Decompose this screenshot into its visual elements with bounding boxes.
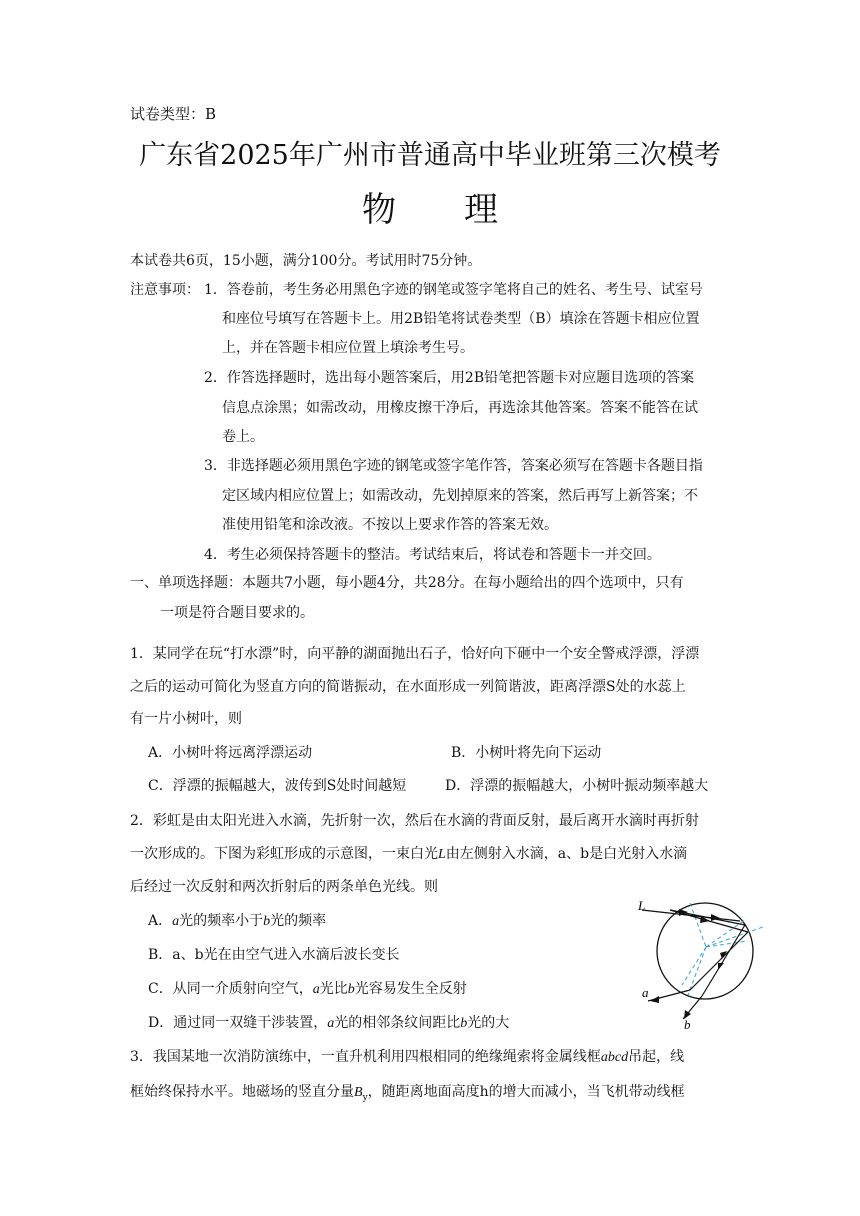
notice-item-3-line-3: 准使用铅笔和涂改液。不按以上要求作答的答案无效。 <box>222 517 558 533</box>
notice-item-1-line-3: 上，并在答题卡相应位置上填涂考生号。 <box>222 340 474 356</box>
q3-frame-label: abcd <box>600 1050 629 1065</box>
q2-opt-a-sym-b: b <box>263 914 271 929</box>
q2-option-c: C．从同一介质射向空气，a光比b光容易发生全反射 <box>148 981 467 997</box>
q2-opt-c-sym-a: a <box>312 982 320 997</box>
notice-item-2-line-1: 2．作答选择题时，选出每小题答案后，用2B铅笔把答题卡对应题目选项的答案 <box>204 370 695 386</box>
q2-opt-a-sym-a: a <box>172 914 180 929</box>
q1-option-d: D．浮漂的振幅越大，小树叶振动频率越大 <box>445 778 709 794</box>
q3-stem-line-2: 框始终保持水平。地磁场的竖直分量$B_y$，随距离地面高度h的增大而减小，当飞机带动线框 <box>130 1084 685 1103</box>
q2-stem-line-2-a: 一次形成的。下图为彩虹形成的示意图，一束白光 <box>130 846 438 862</box>
q3-stem-line-1: 3．我国某地一次消防演练中，一直升机利用四根相同的绝缘绳索将金属线框abcd吊起，线 <box>130 1049 685 1065</box>
intro-text: 本试卷共6页，15小题，满分100分。考试用时75分钟。 <box>130 253 482 269</box>
notice-item-2-line-3: 卷上。 <box>222 429 264 445</box>
notice-item-3-line-1: 3．非选择题必须用黑色字迹的钢笔或签字笔作答，答案必须写在答题卡各题目指 <box>204 458 703 474</box>
q1-option-c: C．浮漂的振幅越大，波传到S处时间越短 <box>148 778 407 794</box>
paper-type: 试卷类型：B <box>130 105 217 123</box>
notice-item-2-line-2: 信息点涂黑；如需改动，用橡皮擦干净后，再选涂其他答案。答案不能答在试 <box>222 400 698 416</box>
notice-item-1-line-1: 1．答卷前，考生务必用黑色字迹的钢笔或签字笔将自己的姓名、考生号、试室号 <box>204 282 703 298</box>
q3-symbol-B: B <box>354 1085 363 1100</box>
label-b: b <box>684 1017 691 1030</box>
q1-stem-line-3: 有一片小树叶，则 <box>130 711 242 727</box>
q1-option-a: A．小树叶将远离浮漂运动 <box>148 745 313 761</box>
q2-stem-line-3: 后经过一次反射和两次折射后的两条单色光线。则 <box>130 879 438 895</box>
q1-stem-line-1: 1．某同学在玩“打水漂”时，向平静的湖面抛出石子，恰好向下砸中一个安全警戒浮漂，浮漂 <box>130 646 700 662</box>
notice-item-4: 4．考生必须保持答题卡的整洁。考试结束后，将试卷和答题卡一并交回。 <box>204 547 661 563</box>
q3-symbol-subscript: y <box>362 1092 368 1103</box>
q2-stem-line-1: 2．彩虹是由太阳光进入水滴，先折射一次，然后在水滴的背面反射，最后离开水滴时再折射 <box>130 813 699 829</box>
notice-item-1-line-2: 和座位号填写在答题卡上。用2B铅笔将试卷类型（B）填涂在答题卡相应位置 <box>222 311 700 327</box>
notice-item-3-line-2: 定区域内相应位置上；如需改动，先划掉原来的答案，然后再写上新答案；不 <box>222 488 698 504</box>
q2-option-a: A．a光的频率小于b光的频率 <box>148 913 327 929</box>
q2-opt-d-sym-b: b <box>460 1016 468 1031</box>
q1-option-b: B．小树叶将先向下运动 <box>451 745 602 761</box>
page-title: 广东省2025年广州市普通高中毕业班第三次模考 <box>139 140 721 171</box>
section-1-heading: 一、单项选择题：本题共7小题，每小题4分，共28分。在每小题给出的四个选项中，只有 <box>130 575 684 591</box>
reflected-ray-a <box>690 932 748 990</box>
q2-opt-d-sym-a: a <box>327 1016 335 1031</box>
q2-stem-line-2 <box>130 844 687 865</box>
q2-symbol-L: L <box>438 847 446 862</box>
q2-option-b: B．a、b光在由空气进入水滴后波长变长 <box>148 947 400 963</box>
q2-opt-c-sym-b: b <box>347 982 355 997</box>
q2-option-d: D．通过同一双缝干涉装置，a光的相邻条纹间距比b光的大 <box>148 1015 510 1031</box>
subject-title: 物 理 <box>362 190 498 230</box>
label-L: L <box>638 898 646 913</box>
q2-stem-line-2-b: 由左侧射入水滴，a、b是白光射入水滴 <box>445 846 688 862</box>
q1-stem-line-2: 之后的运动可简化为竖直方向的简谐振动，在水面形成一列简谐波，距离浮漂S处的水蕊上 <box>130 679 686 695</box>
section-1-heading-cont: 一项是符合题目要求的。 <box>160 605 314 621</box>
notice-label: 注意事项： <box>130 282 200 298</box>
rainbow-diagram <box>630 895 770 1030</box>
label-a: a <box>642 985 649 1000</box>
